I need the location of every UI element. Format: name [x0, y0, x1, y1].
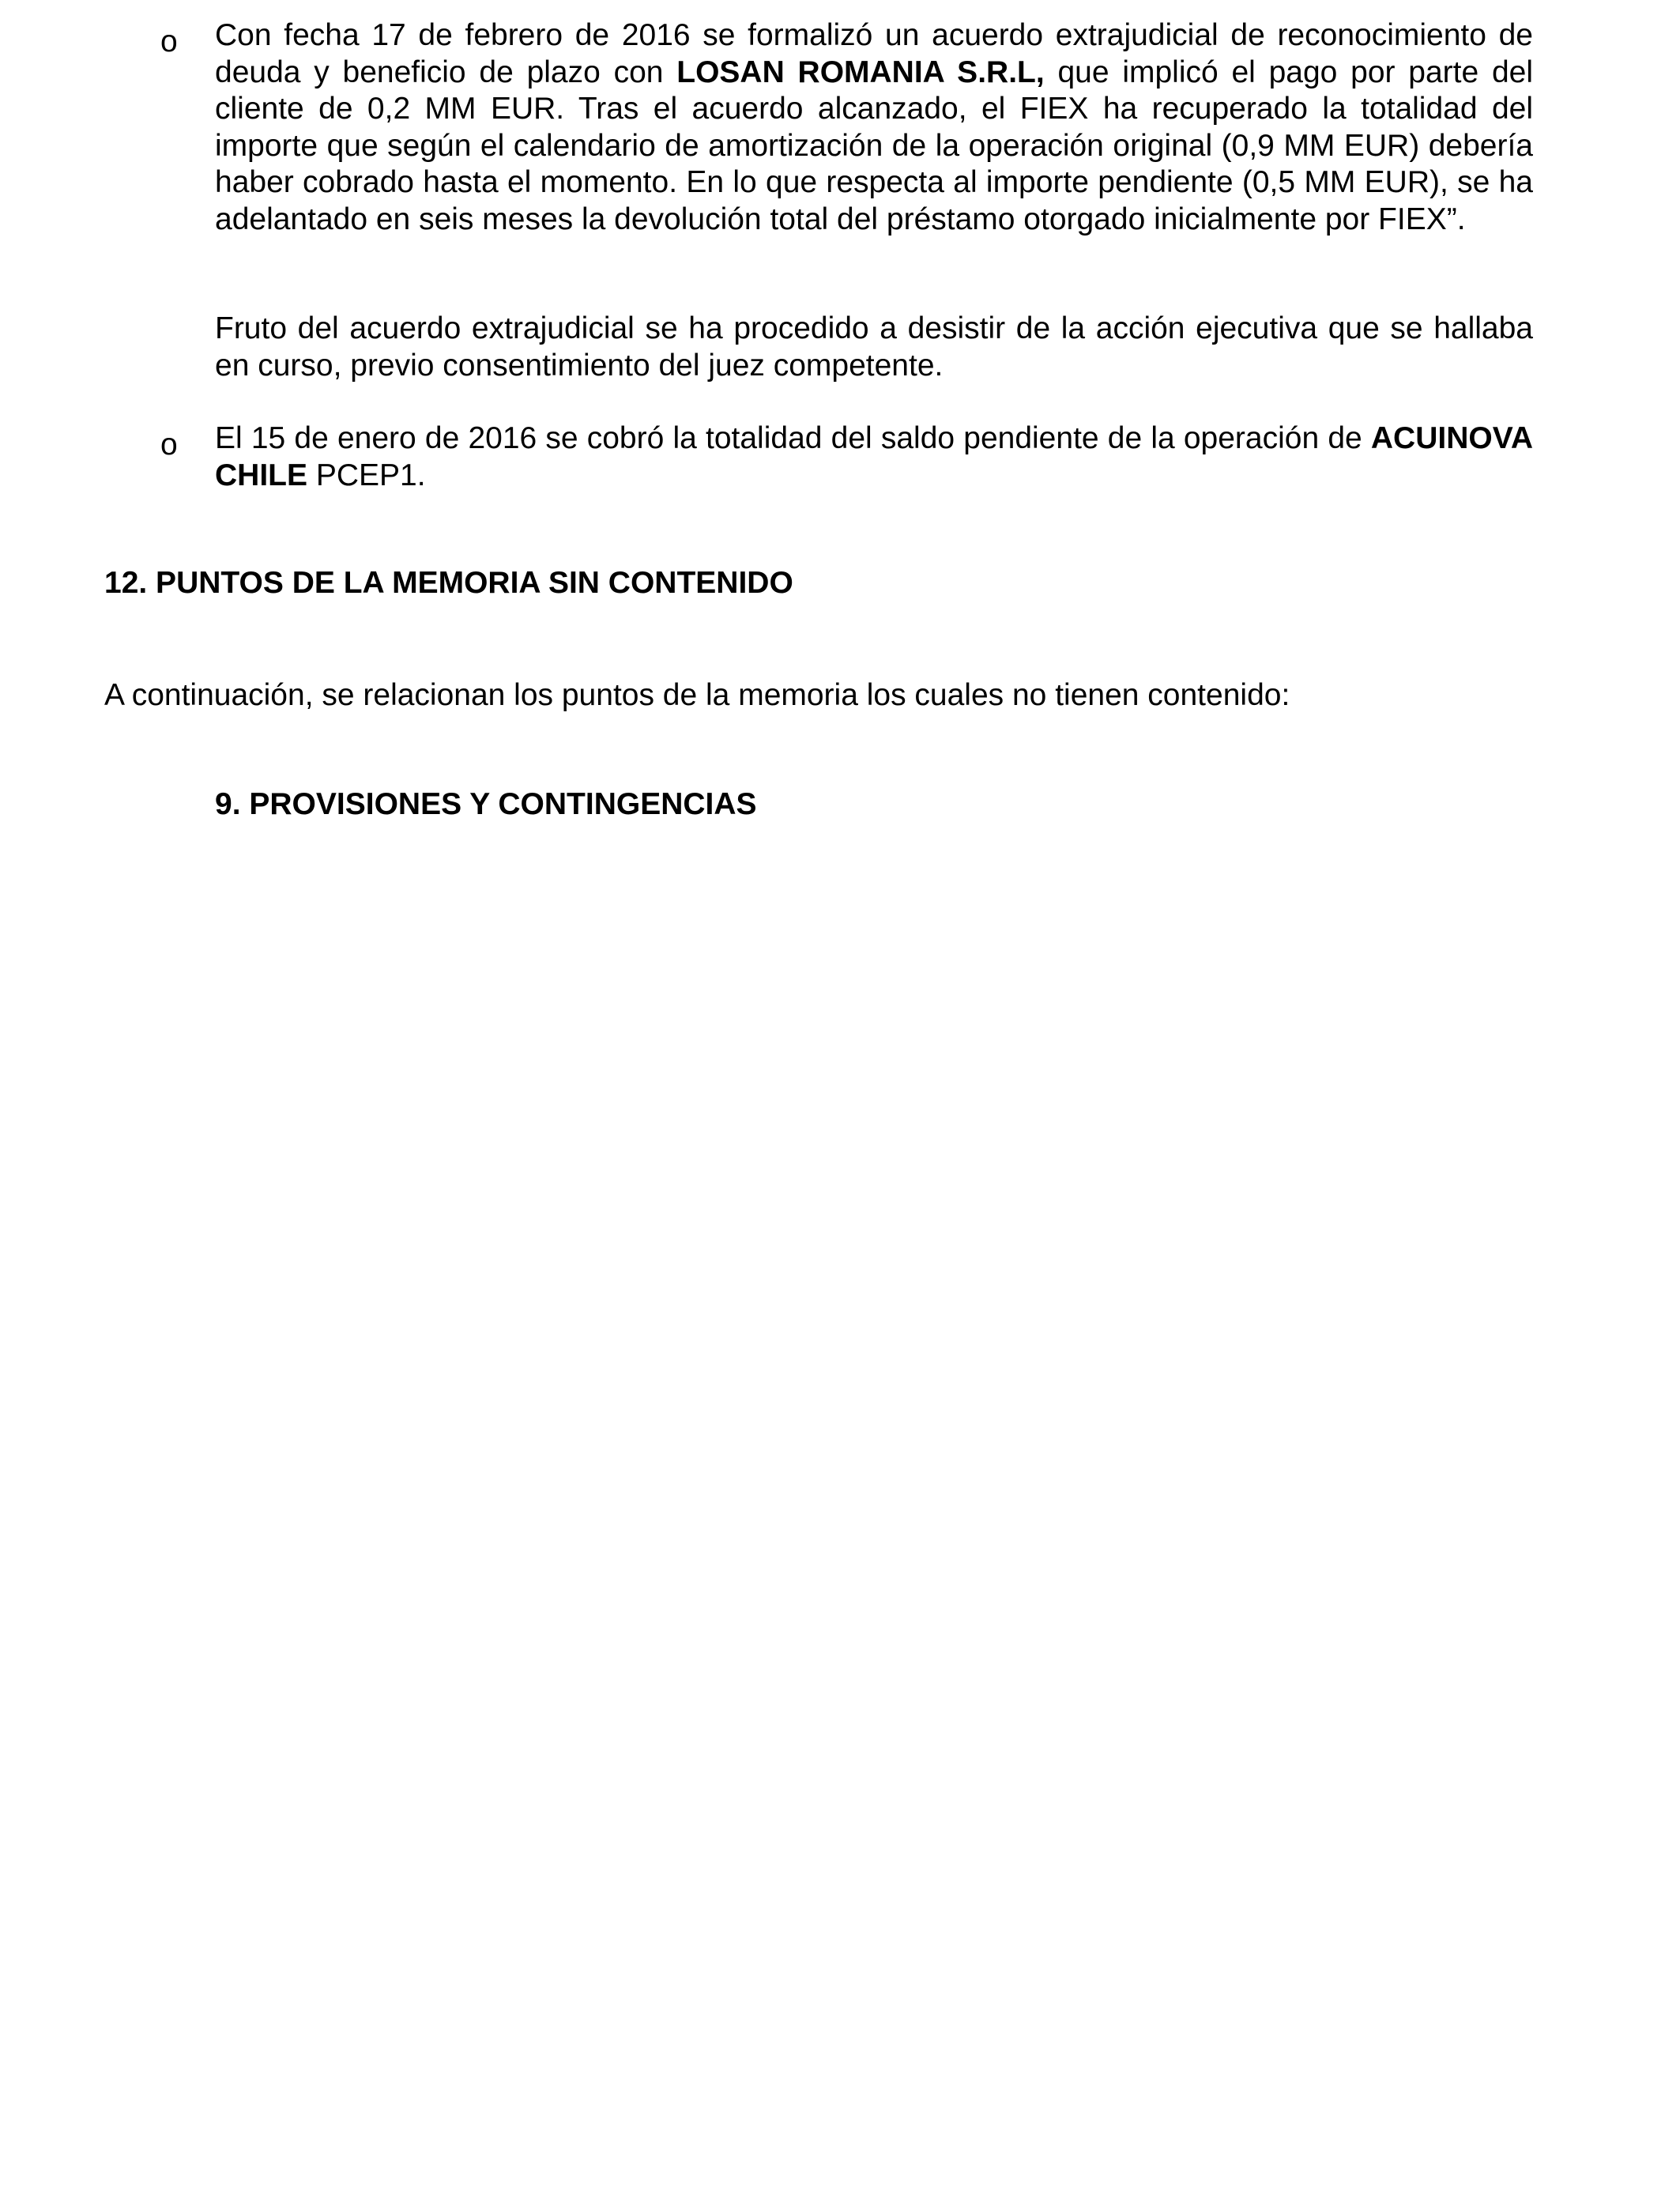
bullet-marker: o: [160, 428, 178, 462]
section-intro-text: A continuación, se relacionan los puntos de la memoria los cuales no tienen contenido:: [104, 678, 1290, 712]
section-heading-12: 12. PUNTOS DE LA MEMORIA SIN CONTENIDO: [104, 566, 793, 600]
company-name-bold: LOSAN ROMANIA S.R.L,: [676, 55, 1045, 89]
bullet-paragraph-losan: [215, 17, 1533, 238]
subsection-heading-9: 9. PROVISIONES Y CONTINGENCIAS: [215, 787, 757, 821]
company-name-bold: ACUINOVA CHILE: [215, 421, 1533, 492]
bullet-paragraph-fruto: Fruto del acuerdo extrajudicial se ha procedido a desistir de la acción ejecutiva que se hallaba en curso, previo consentimiento del juez competente.: [215, 311, 1533, 383]
paragraph-text: PCEP1.: [307, 458, 426, 492]
bullet-paragraph-acuinova: [215, 420, 1533, 494]
bullet-marker: o: [160, 25, 178, 58]
paragraph-text: que implicó el pago por parte del cliente de 0,2 MM EUR. Tras el acuerdo alcanzado, el FIEX ha recuperado la totalidad del importe que según el calendario de amortización de la operación original (0,9 MM EUR) debería haber cobrado hasta el momento. En lo que respecta al importe pendiente (0,5 MM EUR), se ha adelantado en seis meses la devolución total del préstamo otorgado inicialmente por FIEX”.: [215, 55, 1533, 236]
paragraph-text: Con fecha 17 de febrero de 2016 se formalizó un acuerdo extrajudicial de reconocimiento de deuda y beneficio de plazo con: [215, 18, 1533, 89]
paragraph-text: El 15 de enero de 2016 se cobró la totalidad del saldo pendiente de la operación de: [215, 421, 1371, 455]
